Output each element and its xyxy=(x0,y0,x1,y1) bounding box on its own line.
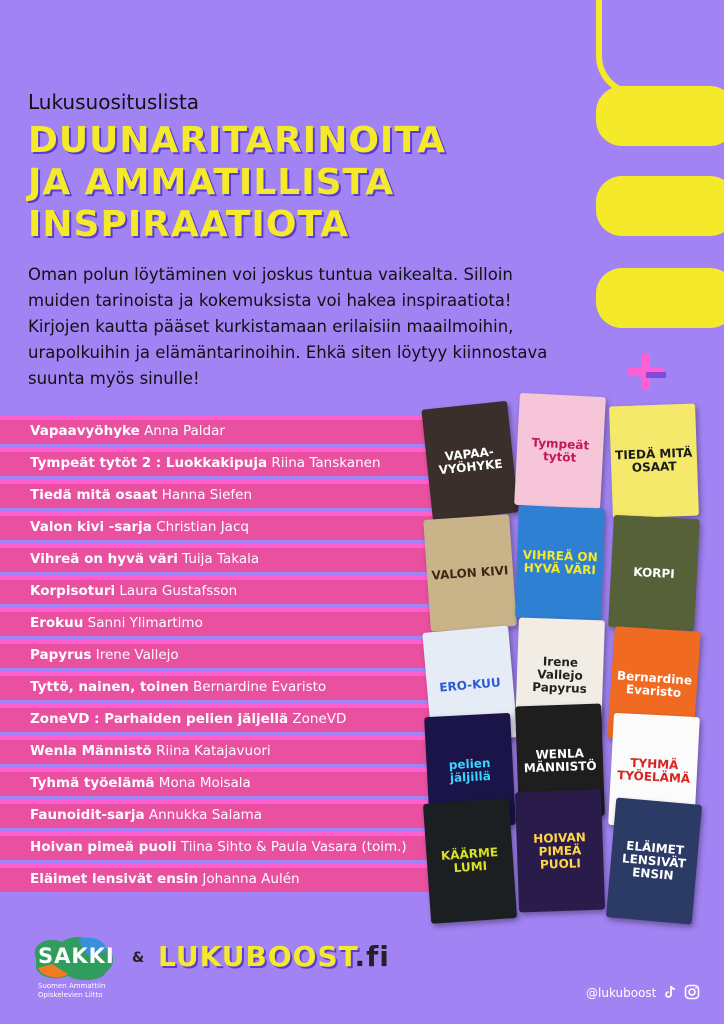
book-entry xyxy=(30,647,179,663)
list-item xyxy=(0,800,480,832)
list-item xyxy=(0,512,480,544)
book-cover-title: WENLA MÄNNISTÖ xyxy=(523,746,597,776)
book-entry xyxy=(30,839,407,855)
book-title: Tympeät tytöt 2 : Luokkakipuja xyxy=(30,455,268,471)
book-title: Eläimet lensivät ensin xyxy=(30,871,199,887)
list-item xyxy=(0,736,480,768)
lukuboost-domain: .fi xyxy=(354,940,390,973)
book-cover xyxy=(608,515,700,631)
ampersand: & xyxy=(132,950,145,966)
book-author: Laura Gustafsson xyxy=(119,583,238,599)
decoration-bar xyxy=(596,86,724,146)
book-author: Johanna Aulén xyxy=(202,871,300,887)
book-author: Irene Vallejo xyxy=(95,647,179,663)
book-title: ZoneVD : Parhaiden pelien jäljellä xyxy=(30,711,289,727)
lukuboost-wordmark: LUKUBOOST xyxy=(158,940,355,973)
book-entry xyxy=(30,615,203,631)
book-author: Anna Paldar xyxy=(144,423,225,439)
book-entry xyxy=(30,775,251,791)
book-cover-title: TYHMÄ TYÖELÄMÄ xyxy=(616,755,691,786)
book-author: Riina Katajavuori xyxy=(156,743,271,759)
book-title: Vihreä on hyvä väri xyxy=(30,551,178,567)
book-entry xyxy=(30,871,300,887)
book-cover xyxy=(515,506,605,621)
book-author: Tiina Sihto & Paula Vasara (toim.) xyxy=(180,839,407,855)
book-cover xyxy=(606,797,702,924)
book-cover-title: Bernardine Evaristo xyxy=(616,668,693,700)
book-title: Tyttö, nainen, toinen xyxy=(30,679,189,695)
book-title: Tyhmä työelämä xyxy=(30,775,155,791)
book-title: Korpisoturi xyxy=(30,583,116,599)
kicker: Lukusuosituslista xyxy=(28,90,199,114)
book-entry xyxy=(30,423,225,439)
list-item xyxy=(0,832,480,864)
book-author: Sanni Ylimartimo xyxy=(87,615,203,631)
sakki-subtitle: Suomen Ammattiin Opiskelevien Liitto xyxy=(38,982,106,999)
list-item xyxy=(0,576,480,608)
book-cover-title: Irene Vallejo Papyrus xyxy=(532,653,588,696)
book-author: Hanna Siefen xyxy=(161,487,253,503)
list-item xyxy=(0,608,480,640)
book-title: Valon kivi -sarja xyxy=(30,519,152,535)
book-entry xyxy=(30,583,237,599)
book-cover xyxy=(421,401,518,521)
book-entry xyxy=(30,551,259,567)
book-author: Bernardine Evaristo xyxy=(193,679,327,695)
intro-text: Oman polun löytäminen voi joskus tuntua vaikealta. Silloin muiden tarinoista ja kokemuksista voi hakea inspiraatiota! Kirjojen kautta pääset kurkistamaan erilaisiin maailmoihin, urapolkuihin ja elämäntarinoihin. Ehkä siten löytyy kiinnostava suunta myös sinulle! xyxy=(28,265,548,388)
tiktok-icon[interactable] xyxy=(662,984,678,1000)
book-author: Annukka Salama xyxy=(148,807,263,823)
page-title xyxy=(28,120,446,246)
list-item xyxy=(0,480,480,512)
book-entry xyxy=(30,455,381,471)
book-cover-title: VIHREÄ ON HYVÄ VÄRI xyxy=(522,547,598,578)
book-cover-title: VAPAA-VYÖHYKE xyxy=(438,444,504,478)
book-cover xyxy=(423,514,517,632)
decoration-bar xyxy=(596,268,724,328)
book-entry xyxy=(30,807,262,823)
book-entry xyxy=(30,743,271,759)
book-cover xyxy=(609,404,699,519)
book-entry xyxy=(30,679,326,695)
book-cover-title: KÄÄRME LUMI xyxy=(440,845,499,876)
book-title: Erokuu xyxy=(30,615,84,631)
plus-decoration-icon xyxy=(624,350,668,394)
book-entry xyxy=(30,487,252,503)
list-item xyxy=(0,416,480,448)
book-cover-title: Tympeät tytöt xyxy=(531,435,590,465)
book-title: Faunoidit-sarja xyxy=(30,807,145,823)
instagram-icon[interactable] xyxy=(684,984,700,1000)
book-title: Tiedä mitä osaat xyxy=(30,487,158,503)
book-entry xyxy=(30,519,249,535)
list-item xyxy=(0,544,480,576)
book-cover-title: VALON KIVI xyxy=(431,562,509,583)
list-item xyxy=(0,704,480,736)
book-cover-title: pelien jäljillä xyxy=(448,755,492,786)
list-item xyxy=(0,864,480,896)
list-item xyxy=(0,768,480,800)
list-item xyxy=(0,672,480,704)
lukuboost-logo[interactable] xyxy=(158,940,390,973)
book-cover-title: HOIVAN PIMEÄ PUOLI xyxy=(533,829,587,872)
book-cover-title: TIEDÄ MITÄ OSAAT xyxy=(614,445,693,475)
decoration-bar xyxy=(596,0,724,96)
book-cover-title: KORPI xyxy=(632,564,676,581)
list-item xyxy=(0,448,480,480)
book-author: ZoneVD xyxy=(292,711,347,727)
book-cover xyxy=(423,798,517,924)
title-line: DUUNARITARINOITA xyxy=(28,120,446,161)
book-cover-title: ERO-KUU xyxy=(438,674,502,695)
book-cover-collage xyxy=(425,393,705,953)
list-item xyxy=(0,640,480,672)
book-title: Wenla Männistö xyxy=(30,743,152,759)
book-entry xyxy=(30,711,346,727)
social-handle: @lukuboost xyxy=(586,986,657,1000)
book-author: Mona Moisala xyxy=(158,775,251,791)
book-title: Vapaavyöhyke xyxy=(30,423,140,439)
book-author: Riina Tanskanen xyxy=(271,455,381,471)
sakki-wordmark: SAKKI xyxy=(38,944,115,968)
book-cover xyxy=(515,790,605,913)
book-author: Tuija Takala xyxy=(182,551,260,567)
book-cover-title: ELÄIMET LENSIVÄT ENSIN xyxy=(621,838,687,883)
book-list xyxy=(0,416,480,896)
book-author: Christian Jacq xyxy=(156,519,249,535)
book-title: Papyrus xyxy=(30,647,92,663)
book-cover xyxy=(514,393,606,509)
title-line: INSPIRAATIOTA xyxy=(28,204,350,245)
decoration-bar xyxy=(596,176,724,236)
book-title: Hoivan pimeä puoli xyxy=(30,839,177,855)
title-line: JA AMMATILLISTA xyxy=(28,162,395,203)
